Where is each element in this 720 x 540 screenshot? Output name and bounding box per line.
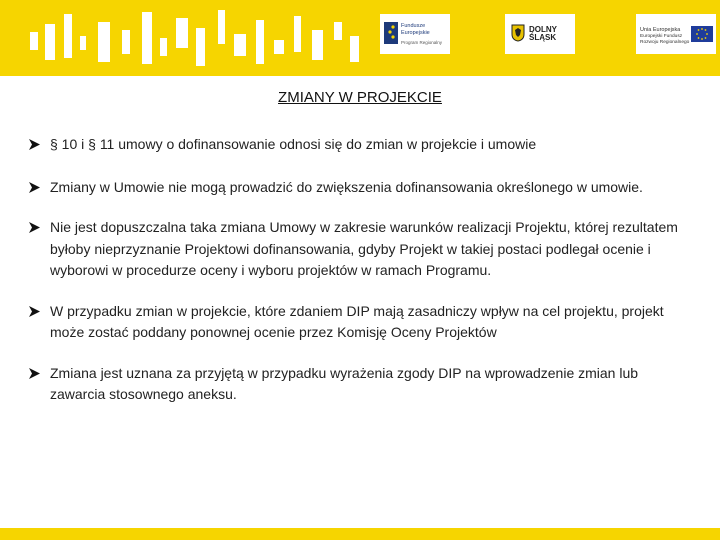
fe-line2: Europejskie (401, 30, 430, 36)
header-banner (0, 0, 720, 76)
ds-line1: DOLNY (529, 25, 557, 34)
arrow-bullet-icon (28, 305, 41, 318)
fe-line1: Fundusze (401, 23, 426, 29)
ue-line2: Europejski Fundusz (640, 34, 683, 39)
eu-flag-icon (691, 26, 713, 42)
bullet-item (28, 217, 688, 282)
bullet-text: Zmiany w Umowie nie mogą prowadzić do zwiększenia dofinansowania określonego w umowie. (50, 178, 643, 195)
bullet-text: Zmiana jest uznana za przyjętą w przypadku wyrażenia zgody DIP na wprowadzenie zmian lub zawarcia stosownego aneksu. (50, 364, 639, 402)
page-title-text: ZMIANY W PROJEKCIE (278, 89, 442, 106)
bullet-item (28, 301, 688, 344)
bullet-text: W przypadku zmian w projekcie, które zdaniem DIP mają zasadniczy wpływ na cel projektu, projekt może zostać poddany ponownej ocenie przez Komisję Oceny Projektów (50, 302, 664, 340)
bullet-text: Nie jest dopuszczalna taka zmiana Umowy w zakresie warunków realizacji Projektu, której rezultatem byłoby nieprzyznanie Projektowi dofinansowania, gdyby Projekt w takiej postaci podlegał ocenie i wyborowi w procedurze oceny i wyboru projektów w ramach Programu. (50, 219, 678, 278)
fe-line3: Program Regionalny (401, 40, 443, 45)
fundusze-europejskie-logo (380, 14, 450, 54)
page-title (0, 89, 720, 106)
ds-line2: ŚLĄSK (529, 33, 557, 42)
bullet-item (28, 134, 688, 156)
bullet-item (28, 177, 688, 199)
ue-line3: Rozwoju Regionalnego (640, 40, 690, 45)
arrow-bullet-icon (28, 181, 41, 194)
decorative-pattern (0, 0, 370, 76)
unia-europejska-logo (636, 14, 716, 54)
dolny-slask-logo (505, 14, 575, 54)
arrow-bullet-icon (28, 138, 41, 151)
fe-stars-icon (384, 22, 398, 44)
bullet-list (28, 134, 688, 425)
bullet-item (28, 363, 688, 406)
bullet-text: § 10 i § 11 umowy o dofinansowanie odnosi się do zmian w projekcie i umowie (50, 136, 537, 152)
arrow-bullet-icon (28, 367, 41, 380)
footer-bar (0, 528, 720, 540)
arrow-bullet-icon (28, 221, 41, 234)
eagle-crest-icon (511, 24, 525, 42)
ue-line1: Unia Europejska (640, 27, 681, 33)
